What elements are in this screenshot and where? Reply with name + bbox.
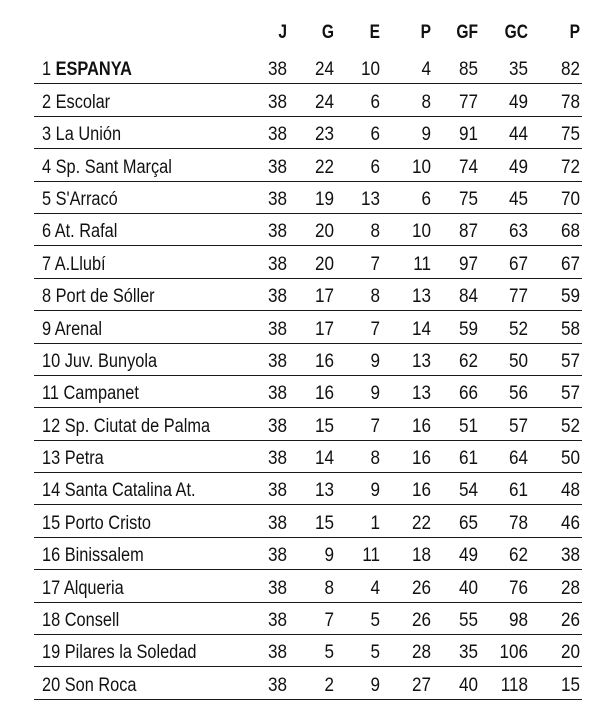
played-cell: 38: [267, 350, 287, 372]
played-cell: 38: [267, 59, 287, 81]
lost-cell: 28: [411, 642, 431, 664]
won-cell: 17: [314, 318, 334, 340]
won-cell: 8: [324, 577, 334, 599]
goals-for-cell: 61: [458, 448, 478, 470]
team-name: 10 Juv. Bunyola: [42, 350, 158, 372]
drawn-cell: 9: [370, 674, 380, 696]
played-cell: 38: [267, 642, 287, 664]
points-cell: 20: [560, 642, 580, 664]
team-name: 1 ESPANYA: [42, 59, 132, 81]
won-cell: 5: [324, 642, 334, 664]
team-name: 11 Campanet: [42, 383, 139, 405]
table-row: [34, 473, 582, 505]
table-row: [34, 635, 582, 667]
team-name: 12 Sp. Ciutat de Palma: [42, 415, 211, 437]
drawn-cell: 8: [370, 221, 380, 243]
goals-against-cell: 77: [508, 286, 528, 308]
team-name: 3 La Unión: [42, 124, 122, 146]
goals-for-cell: 75: [458, 188, 478, 210]
team-name: 16 Binissalem: [42, 545, 144, 567]
lost-cell: 18: [411, 545, 431, 567]
points-cell: 46: [560, 512, 580, 534]
lost-cell: 16: [411, 480, 431, 502]
standings-table: [34, 52, 582, 700]
table-row: [34, 408, 582, 440]
drawn-cell: 9: [370, 480, 380, 502]
goals-against-cell: 49: [508, 91, 528, 113]
played-cell: 38: [267, 545, 287, 567]
played-cell: 38: [267, 286, 287, 308]
lost-cell: 14: [411, 318, 431, 340]
table-row: [34, 117, 582, 149]
header-lost: P: [420, 22, 431, 43]
table-row: [34, 376, 582, 408]
points-cell: 58: [560, 318, 580, 340]
goals-against-cell: 57: [508, 415, 528, 437]
lost-cell: 6: [421, 188, 431, 210]
played-cell: 38: [267, 221, 287, 243]
goals-against-cell: 44: [508, 124, 528, 146]
drawn-cell: 5: [370, 610, 380, 632]
team-name: 19 Pilares la Soledad: [42, 642, 197, 664]
goals-for-cell: 54: [458, 480, 478, 502]
lost-cell: 10: [411, 221, 431, 243]
header-drawn: E: [369, 22, 380, 43]
table-header: [0, 20, 600, 46]
goals-for-cell: 51: [458, 415, 478, 437]
lost-cell: 4: [421, 59, 431, 81]
drawn-cell: 7: [370, 253, 380, 275]
lost-cell: 13: [411, 383, 431, 405]
points-cell: 57: [560, 350, 580, 372]
drawn-cell: 8: [370, 286, 380, 308]
table-row: [34, 441, 582, 473]
drawn-cell: 1: [370, 512, 380, 534]
table-row: [34, 603, 582, 635]
goals-against-cell: 98: [508, 610, 528, 632]
played-cell: 38: [267, 124, 287, 146]
points-cell: 59: [560, 286, 580, 308]
played-cell: 38: [267, 415, 287, 437]
goals-for-cell: 49: [458, 545, 478, 567]
team-name: 4 Sp. Sant Marçal: [42, 156, 172, 178]
team-name: 17 Alqueria: [42, 577, 124, 599]
won-cell: 22: [314, 156, 334, 178]
goals-against-cell: 76: [508, 577, 528, 599]
goals-for-cell: 40: [458, 577, 478, 599]
won-cell: 7: [324, 610, 334, 632]
goals-against-cell: 64: [508, 448, 528, 470]
won-cell: 24: [314, 91, 334, 113]
played-cell: 38: [267, 318, 287, 340]
won-cell: 2: [324, 674, 334, 696]
table-row: [34, 505, 582, 537]
played-cell: 38: [267, 577, 287, 599]
played-cell: 38: [267, 512, 287, 534]
goals-for-cell: 91: [458, 124, 478, 146]
lost-cell: 26: [411, 577, 431, 599]
points-cell: 57: [560, 383, 580, 405]
goals-against-cell: 49: [508, 156, 528, 178]
table-row: [34, 84, 582, 116]
lost-cell: 27: [411, 674, 431, 696]
won-cell: 15: [314, 415, 334, 437]
goals-against-cell: 62: [508, 545, 528, 567]
goals-against-cell: 61: [508, 480, 528, 502]
points-cell: 75: [560, 124, 580, 146]
won-cell: 13: [314, 480, 334, 502]
drawn-cell: 13: [360, 188, 380, 210]
team-name: 5 S'Arracó: [42, 188, 118, 210]
played-cell: 38: [267, 156, 287, 178]
goals-against-cell: 45: [508, 188, 528, 210]
played-cell: 38: [267, 91, 287, 113]
won-cell: 23: [314, 124, 334, 146]
goals-for-cell: 62: [458, 350, 478, 372]
team-name: 18 Consell: [42, 610, 120, 632]
points-cell: 38: [560, 545, 580, 567]
lost-cell: 11: [413, 253, 431, 275]
table-row: [34, 538, 582, 570]
goals-for-cell: 66: [458, 383, 478, 405]
team-name: 15 Porto Cristo: [42, 512, 151, 534]
points-cell: 28: [560, 577, 580, 599]
goals-for-cell: 87: [458, 221, 478, 243]
goals-against-cell: 78: [508, 512, 528, 534]
goals-for-cell: 74: [458, 156, 478, 178]
lost-cell: 26: [411, 610, 431, 632]
played-cell: 38: [267, 480, 287, 502]
lost-cell: 16: [411, 415, 431, 437]
goals-against-cell: 106: [499, 642, 528, 664]
won-cell: 24: [314, 59, 334, 81]
goals-against-cell: 56: [508, 383, 528, 405]
table-row: [34, 149, 582, 181]
goals-for-cell: 40: [458, 674, 478, 696]
won-cell: 17: [314, 286, 334, 308]
table-row: [34, 279, 582, 311]
drawn-cell: 4: [370, 577, 380, 599]
played-cell: 38: [267, 253, 287, 275]
team-name: 2 Escolar: [42, 91, 111, 113]
header-goals-against: GC: [504, 22, 528, 43]
table-row: [34, 214, 582, 246]
goals-for-cell: 65: [458, 512, 478, 534]
points-cell: 15: [560, 674, 580, 696]
drawn-cell: 6: [370, 91, 380, 113]
played-cell: 38: [267, 448, 287, 470]
goals-for-cell: 85: [458, 59, 478, 81]
table-row: [34, 52, 582, 84]
goals-against-cell: 50: [508, 350, 528, 372]
drawn-cell: 10: [360, 59, 380, 81]
points-cell: 50: [560, 448, 580, 470]
lost-cell: 16: [411, 448, 431, 470]
points-cell: 48: [560, 480, 580, 502]
team-name: 20 Son Roca: [42, 674, 137, 696]
drawn-cell: 5: [370, 642, 380, 664]
points-cell: 82: [560, 59, 580, 81]
goals-for-cell: 84: [458, 286, 478, 308]
header-played: J: [278, 22, 287, 43]
lost-cell: 13: [411, 350, 431, 372]
lost-cell: 22: [411, 512, 431, 534]
lost-cell: 8: [421, 91, 431, 113]
team-name: 6 At. Rafal: [42, 221, 118, 243]
won-cell: 9: [324, 545, 334, 567]
table-row: [34, 570, 582, 602]
drawn-cell: 7: [370, 318, 380, 340]
goals-for-cell: 59: [458, 318, 478, 340]
drawn-cell: 6: [370, 124, 380, 146]
won-cell: 15: [314, 512, 334, 534]
header-won: G: [321, 22, 334, 43]
team-name: 13 Petra: [42, 448, 104, 470]
won-cell: 14: [314, 448, 334, 470]
points-cell: 26: [560, 610, 580, 632]
team-name: 7 A.Llubí: [42, 253, 106, 275]
table-row: [34, 311, 582, 343]
played-cell: 38: [267, 610, 287, 632]
drawn-cell: 8: [370, 448, 380, 470]
points-cell: 52: [560, 415, 580, 437]
goals-against-cell: 35: [508, 59, 528, 81]
won-cell: 16: [314, 383, 334, 405]
won-cell: 19: [314, 188, 334, 210]
team-name: 14 Santa Catalina At.: [42, 480, 196, 502]
team-name: 9 Arenal: [42, 318, 102, 340]
lost-cell: 10: [411, 156, 431, 178]
won-cell: 20: [314, 221, 334, 243]
points-cell: 72: [560, 156, 580, 178]
points-cell: 78: [560, 91, 580, 113]
goals-for-cell: 35: [458, 642, 478, 664]
table-row: [34, 667, 582, 699]
lost-cell: 13: [411, 286, 431, 308]
won-cell: 20: [314, 253, 334, 275]
goals-for-cell: 97: [458, 253, 478, 275]
table-row: [34, 344, 582, 376]
header-goals-for: GF: [456, 22, 478, 43]
goals-against-cell: 67: [508, 253, 528, 275]
drawn-cell: 9: [370, 350, 380, 372]
points-cell: 68: [560, 221, 580, 243]
table-row: [34, 246, 582, 278]
drawn-cell: 7: [370, 415, 380, 437]
goals-against-cell: 118: [500, 674, 528, 696]
played-cell: 38: [267, 188, 287, 210]
played-cell: 38: [267, 383, 287, 405]
goals-for-cell: 55: [458, 610, 478, 632]
goals-against-cell: 63: [508, 221, 528, 243]
drawn-cell: 9: [370, 383, 380, 405]
played-cell: 38: [267, 674, 287, 696]
drawn-cell: 6: [370, 156, 380, 178]
drawn-cell: 11: [362, 545, 380, 567]
won-cell: 16: [314, 350, 334, 372]
goals-for-cell: 77: [458, 91, 478, 113]
table-row: [34, 182, 582, 214]
team-name: 8 Port de Sóller: [42, 286, 155, 308]
goals-against-cell: 52: [508, 318, 528, 340]
header-points: P: [569, 22, 580, 43]
lost-cell: 9: [421, 124, 431, 146]
points-cell: 67: [560, 253, 580, 275]
points-cell: 70: [560, 188, 580, 210]
